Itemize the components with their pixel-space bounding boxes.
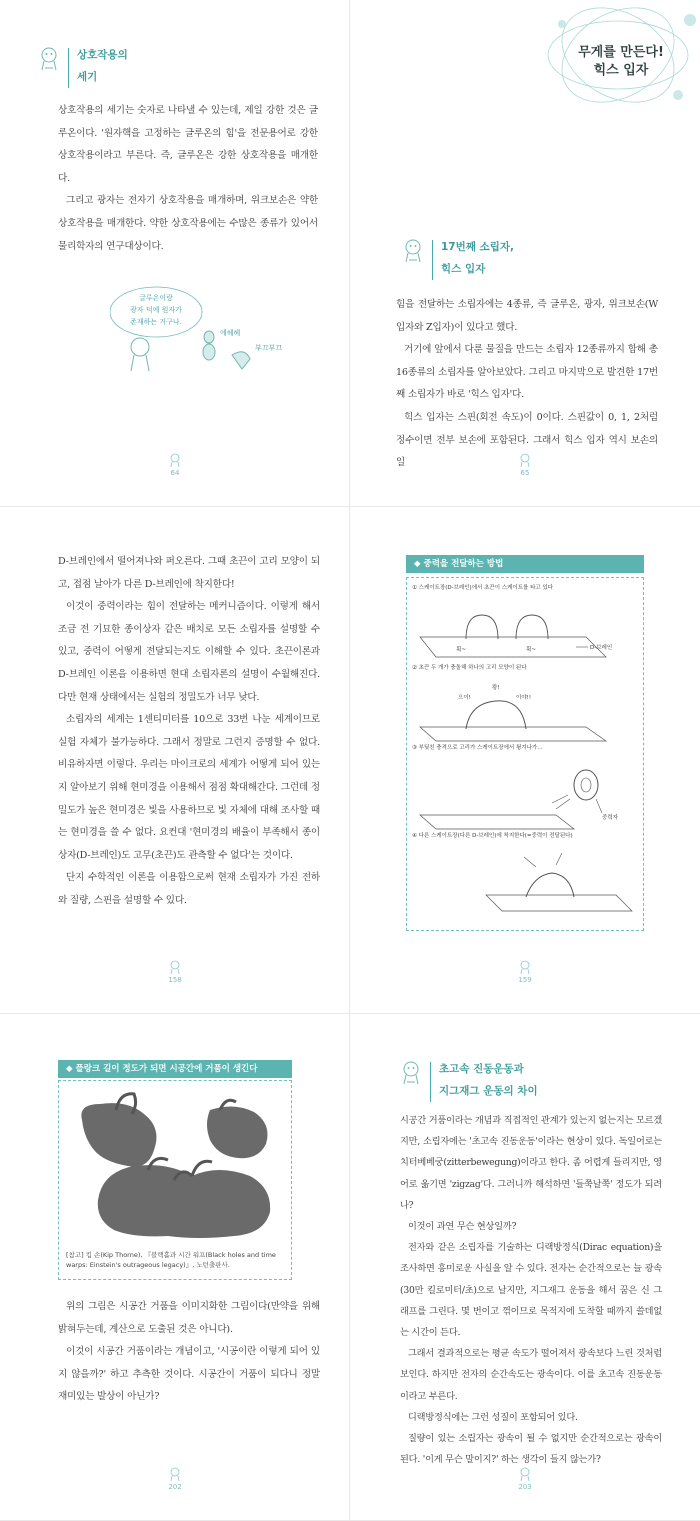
page-number: 64 xyxy=(170,469,180,477)
page-mascot-icon xyxy=(518,959,532,975)
step-label: ③ 부딪친 충격으로 고리가 스케이트장에서 튕겨나가… xyxy=(412,745,543,751)
paragraph: 질량이 있는 소립자는 광속이 될 수 없지만 순간적으로는 광속이 된다. '이게 무슨 말이지?' 하는 생각이 들지 않는가? xyxy=(400,1433,662,1466)
paragraph: 그리고 광자는 전자기 상호작용을 매개하며, 위크보손은 약한 상호작용을 매개한다. 약한 상호작용에는 수많은 종류가 있어서 물리학자의 연구대상이다. xyxy=(58,195,318,252)
d-brane-label: D-브레인 xyxy=(590,645,613,651)
page-65 xyxy=(350,0,700,507)
body-text xyxy=(58,100,318,258)
graviton-label: 중력자 xyxy=(602,815,618,821)
paragraph: D-브레인에서 떨어져나와 퍼오른다. 그때 초끈이 고리 모양이 되고, 접점 날아가 다른 D-브레인에 착지한다! xyxy=(58,556,320,590)
section-heading xyxy=(398,1058,538,1102)
body-text xyxy=(400,1110,662,1470)
heading-title: 상호작용의 세기 xyxy=(77,49,128,83)
cartoon-illustration xyxy=(110,285,290,375)
paragraph: 단지 수학적인 이론을 이용함으로써 현재 소립자가 가진 전하와 질량, 스핀을 설명할 수 있다. xyxy=(58,872,320,906)
motion-label: 휙~ xyxy=(526,647,536,653)
paragraph: 위의 그림은 시공간 거품을 이미지화한 그림이다(만약을 위해 밝혀두는데, 계산으로 도출된 것은 아니다). xyxy=(58,1301,320,1335)
bubble-line: 존재하는 거구나. xyxy=(130,318,182,326)
section-heading xyxy=(36,44,128,88)
page-number: 202 xyxy=(168,1483,182,1491)
motion-label: 휙~ xyxy=(456,647,466,653)
page-159 xyxy=(350,507,700,1014)
heading-bar xyxy=(432,240,433,280)
mascot-icon xyxy=(398,1058,424,1088)
paragraph: 상호작용의 세기는 숫자로 나타낼 수 있는데, 제일 강한 것은 글루온이다. '원자핵을 고정하는 글루온의 힘'을 전문용어로 강한 상호작용이라고 부른다. 즉, 글루온은 강한 상호작용을 매개한다. xyxy=(58,105,318,184)
body-text xyxy=(58,1296,320,1409)
mascot-icon xyxy=(36,44,62,74)
body-text xyxy=(396,294,658,475)
step-label: ④ 다른 스케이트장(다른 D-브레인)에 착지한다(=중력이 전달된다) xyxy=(412,833,573,839)
bubble-line: 광자 덕에 원자가 xyxy=(130,306,182,314)
figure-box-title: ◆ 중력을 전달하는 방법 xyxy=(406,555,644,573)
page-number: 158 xyxy=(168,976,182,984)
page-mascot-icon xyxy=(518,1466,532,1482)
paragraph: 이것이 중력이라는 힘이 전달하는 메커니즘이다. 이렇게 해서 조금 전 기묘한 종이상자 같은 배치로 모든 소립자를 설명할 수 있고, 중력이 어떻게 전달되는지도 이해할 수 있다. 초끈이론과 D-브레인 이론을 이용하면 현대 소립자론의 설명이 수월해진다. 다만 현재 상태에서는 실험의 정밀도가 너무 낮다. xyxy=(58,601,320,703)
paragraph: 이것이 시공간 거품이라는 개념이고, '시공이란 이렇게 되어 있지 않을까?' 하고 추측한 것이다. 시공간이 거품이 되다니 정말 재미있는 발상이 아닌가? xyxy=(58,1346,320,1403)
step-label: ① 스케이트장(D-브레인)에서 초끈이 스케이트를 타고 있다 xyxy=(412,585,554,591)
paragraph: 이것이 과연 무슨 현상일까? xyxy=(408,1221,517,1233)
heading-title: 초고속 진동운동과 지그재그 운동의 차이 xyxy=(439,1063,538,1097)
paragraph: 거기에 앞에서 다룬 물질을 만드는 소립자 12종류까지 합해 총 16종류의 소립자를 알아보았다. 그리고 마지막으로 발견한 17번째 소립자가 바로 '힉스 입자'다. xyxy=(396,344,658,401)
step-label: ② 초끈 두 개가 충돌해 하나의 고리 모양이 된다 xyxy=(412,665,527,671)
page-158 xyxy=(0,507,350,1014)
paragraph: 힉스 입자는 스핀(회전 속도)이 0이다. 스핀값이 0, 1, 2처럼 정수이면 전부 보손에 포함된다. 그래서 힉스 입자 역시 보손의 일 xyxy=(396,411,658,469)
effect-label: 쾅! xyxy=(492,685,500,691)
small-label: 에헤헤 xyxy=(220,329,241,337)
page-number: 65 xyxy=(520,469,530,477)
body-text xyxy=(58,551,320,913)
paragraph: 전자와 같은 소립자를 기술하는 디랙방정식(Dirac equation)을 조사하면 흥미로운 사실을 알 수 있다. 전자는 순간적으로는 늘 광속(30만 킬로미터/초)으로 날지만, 지그재그 운동을 해서 꿈은 신 그래프를 그린다. 몇 번이고 꺾이므로 목적지에 도착할 때까지 쓸데없는 시간이 든다. xyxy=(400,1242,662,1339)
heading-title: 17번째 소립자, 힉스 입자 xyxy=(441,241,514,275)
figure-caption: [참고] 킵 손(Kip Thorne), 『블랙홀과 시간 워프(Black holes and time warps: Einstein's outrageous legacy)』, 노턴출판사. xyxy=(66,1251,276,1269)
page-202 xyxy=(0,1014,350,1521)
effect-label: 으이! xyxy=(458,695,471,701)
paragraph: 그래서 결과적으로는 평균 속도가 떨어져서 광속보다 느린 것처럼 보인다. 하지만 전자의 순간속도는 광속이다. 이를 초고속 진동운동이라고 부른다. xyxy=(400,1348,662,1402)
section-heading xyxy=(400,236,514,280)
effect-label: 이야!! xyxy=(516,695,532,701)
page-number: 159 xyxy=(518,976,532,984)
page-mascot-icon xyxy=(518,452,532,468)
mascot-icon xyxy=(400,236,426,266)
page-mascot-icon xyxy=(168,1466,182,1482)
paragraph: 소립자의 세계는 1센티미터를 10으로 33번 나눈 세계이므로 실험 자체가 불가능하다. 그래서 정말로 그런지 증명할 수 없다. 비유하자면 이렇다. 우리는 마이크로의 세계가 어떻게 되어 있는지 알아보기 위해 현미경을 이용해서 점점 확대해간다. 그런데 정밀도가 높은 현미경은 빛을 사용하므로 빛 자체에 대해 조사할 때는 현미경을 쓸 수 없다. 요컨대 '현미경의 배율이 부족해서 종이상자(D-브레인)도 고무(초끈)도 관측할 수 없다'는 것이다. xyxy=(58,714,320,861)
page-203 xyxy=(350,1014,700,1521)
paragraph: 힘을 전달하는 소립자에는 4종류, 즉 글루온, 광자, 위크보손(W입자와 Z입자)이 있다고 했다. xyxy=(396,299,658,333)
page-mascot-icon xyxy=(168,452,182,468)
paragraph: 시공간 거품이라는 개념과 직접적인 관계가 있는지 없는지는 모르겠지만, 소립자에는 '초고속 진동운동'이라는 현상이 있다. 독일어로는 치터베베궁(zitterbewegung)이라고 한다. 좀 어렵게 들리지만, 영어로 옮기면 'zigzag'다. 그러니까 해석하면 '들쭉날쭉' 정도가 되려나? xyxy=(400,1115,662,1211)
graviton-diagram xyxy=(406,577,644,931)
page-64 xyxy=(0,0,350,507)
heading-bar xyxy=(68,48,69,88)
page-mascot-icon xyxy=(168,959,182,975)
bubble-line: 글루온이랑 xyxy=(139,294,173,302)
paragraph: 디랙방정식에는 그런 성질이 포함되어 있다. xyxy=(408,1411,578,1423)
page-number: 203 xyxy=(518,1483,532,1491)
heading-bar xyxy=(430,1062,431,1102)
chapter-title: 무게를 만든다! 힉스 입자 xyxy=(578,45,664,78)
small-label: 부끄부끄 xyxy=(255,344,283,352)
spacetime-foam-image xyxy=(58,1080,292,1246)
figure-box-title: ◆ 플랑크 길이 정도가 되면 시공간에 거품이 생긴다 xyxy=(58,1060,292,1078)
